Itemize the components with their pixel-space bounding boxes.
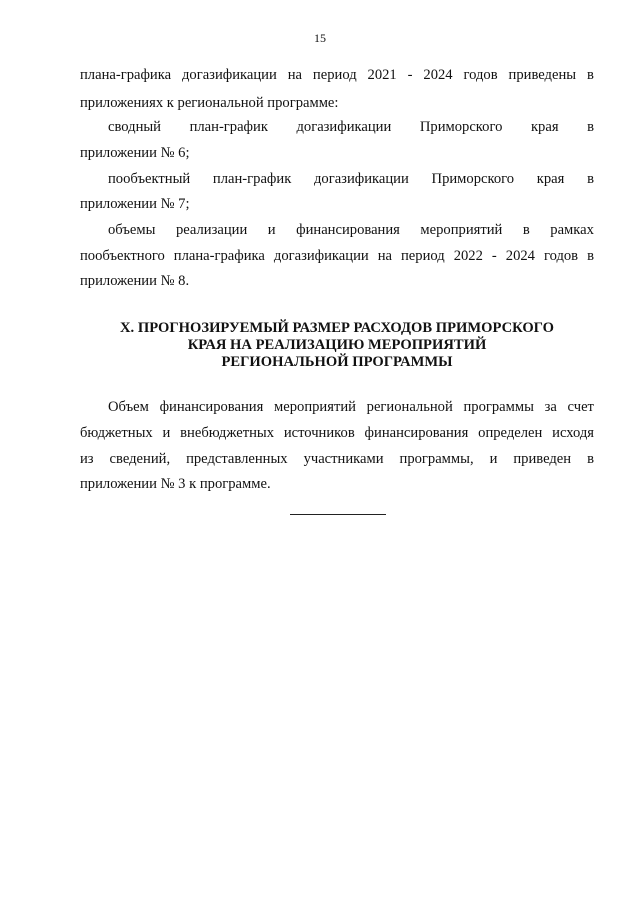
word: приведен: [513, 451, 572, 467]
item3-line1: [108, 221, 594, 239]
word: и: [267, 222, 276, 238]
word: за: [544, 399, 557, 415]
para2-line4: приложении № 3 к программе.: [80, 476, 271, 492]
word: в: [587, 248, 594, 264]
word: объемы: [108, 222, 156, 238]
word: -: [491, 248, 497, 264]
word: пообъектного: [80, 248, 165, 264]
word: -: [407, 67, 413, 83]
word: края: [536, 171, 565, 187]
word: финансирования: [296, 222, 400, 238]
word: догазификации: [296, 119, 392, 135]
para2-line1: [108, 398, 594, 416]
word: приведены: [508, 67, 577, 83]
item3-line3: приложении № 8.: [80, 273, 190, 289]
word: план-график: [189, 119, 268, 135]
word: в: [522, 222, 530, 238]
word: 2021: [367, 67, 397, 83]
word: годов: [543, 248, 579, 264]
word: финансирования: [364, 425, 469, 441]
item2-line2: приложении № 7;: [80, 196, 190, 212]
word: плана-графика: [173, 248, 265, 264]
word: региональной: [366, 399, 453, 415]
separator-line: [290, 514, 386, 515]
word: сведений,: [109, 451, 171, 467]
word: финансирования: [159, 399, 264, 415]
word: сводный: [108, 119, 161, 135]
word: Приморского: [431, 171, 515, 187]
para2-line2: [80, 424, 594, 442]
page-number: 15: [314, 31, 326, 45]
word: Объем: [108, 399, 149, 415]
word: на: [287, 67, 303, 83]
word: в: [586, 67, 594, 83]
word: из: [80, 451, 94, 467]
word: и: [162, 425, 171, 441]
word: программы,: [399, 451, 474, 467]
word: период: [401, 248, 445, 264]
word: мероприятий: [274, 399, 356, 415]
word: 2022: [453, 248, 483, 264]
word: годов: [463, 67, 498, 83]
word: на: [377, 248, 392, 264]
word: реализации: [175, 222, 248, 238]
word: в: [587, 171, 594, 187]
word: догазификации: [314, 171, 409, 187]
word: Приморского: [419, 119, 503, 135]
section-heading-line1: X. ПРОГНОЗИРУЕМЫЙ РАЗМЕР РАСХОДОВ ПРИМОРСКОГО: [120, 320, 554, 336]
word: определен: [478, 425, 543, 441]
word: рамках: [550, 222, 594, 238]
para1-line2: приложениях к региональной программе:: [80, 95, 339, 111]
word: в: [587, 451, 594, 467]
item3-line2: [80, 247, 594, 265]
word: источников: [283, 425, 355, 441]
word: исходя: [552, 425, 594, 441]
word: 2024: [423, 67, 453, 83]
word: представленных: [186, 451, 288, 467]
word: в: [587, 119, 594, 135]
word: плана-графика: [80, 67, 172, 83]
word: 2024: [505, 248, 535, 264]
word: мероприятий: [420, 222, 503, 238]
word: внебюджетных: [180, 425, 274, 441]
word: и: [489, 451, 498, 467]
section-heading-line3: РЕГИОНАЛЬНОЙ ПРОГРАММЫ: [221, 354, 453, 370]
word: период: [312, 67, 357, 83]
word: пообъектный: [108, 171, 191, 187]
section-heading-line2: КРАЯ НА РЕАЛИЗАЦИЮ МЕРОПРИЯТИЙ: [187, 337, 487, 353]
para2-line3: [80, 450, 594, 468]
item2-line1: [108, 170, 594, 188]
word: участниками: [303, 451, 384, 467]
word: план-график: [212, 171, 292, 187]
item1-line2: приложении № 6;: [80, 145, 190, 161]
word: бюджетных: [80, 425, 153, 441]
item1-line1: [108, 118, 594, 136]
word: догазификации: [273, 248, 369, 264]
word: счет: [567, 399, 594, 415]
para1-line1: [80, 66, 594, 84]
word: догазификации: [182, 67, 277, 83]
word: программы: [463, 399, 534, 415]
word: края: [530, 119, 559, 135]
